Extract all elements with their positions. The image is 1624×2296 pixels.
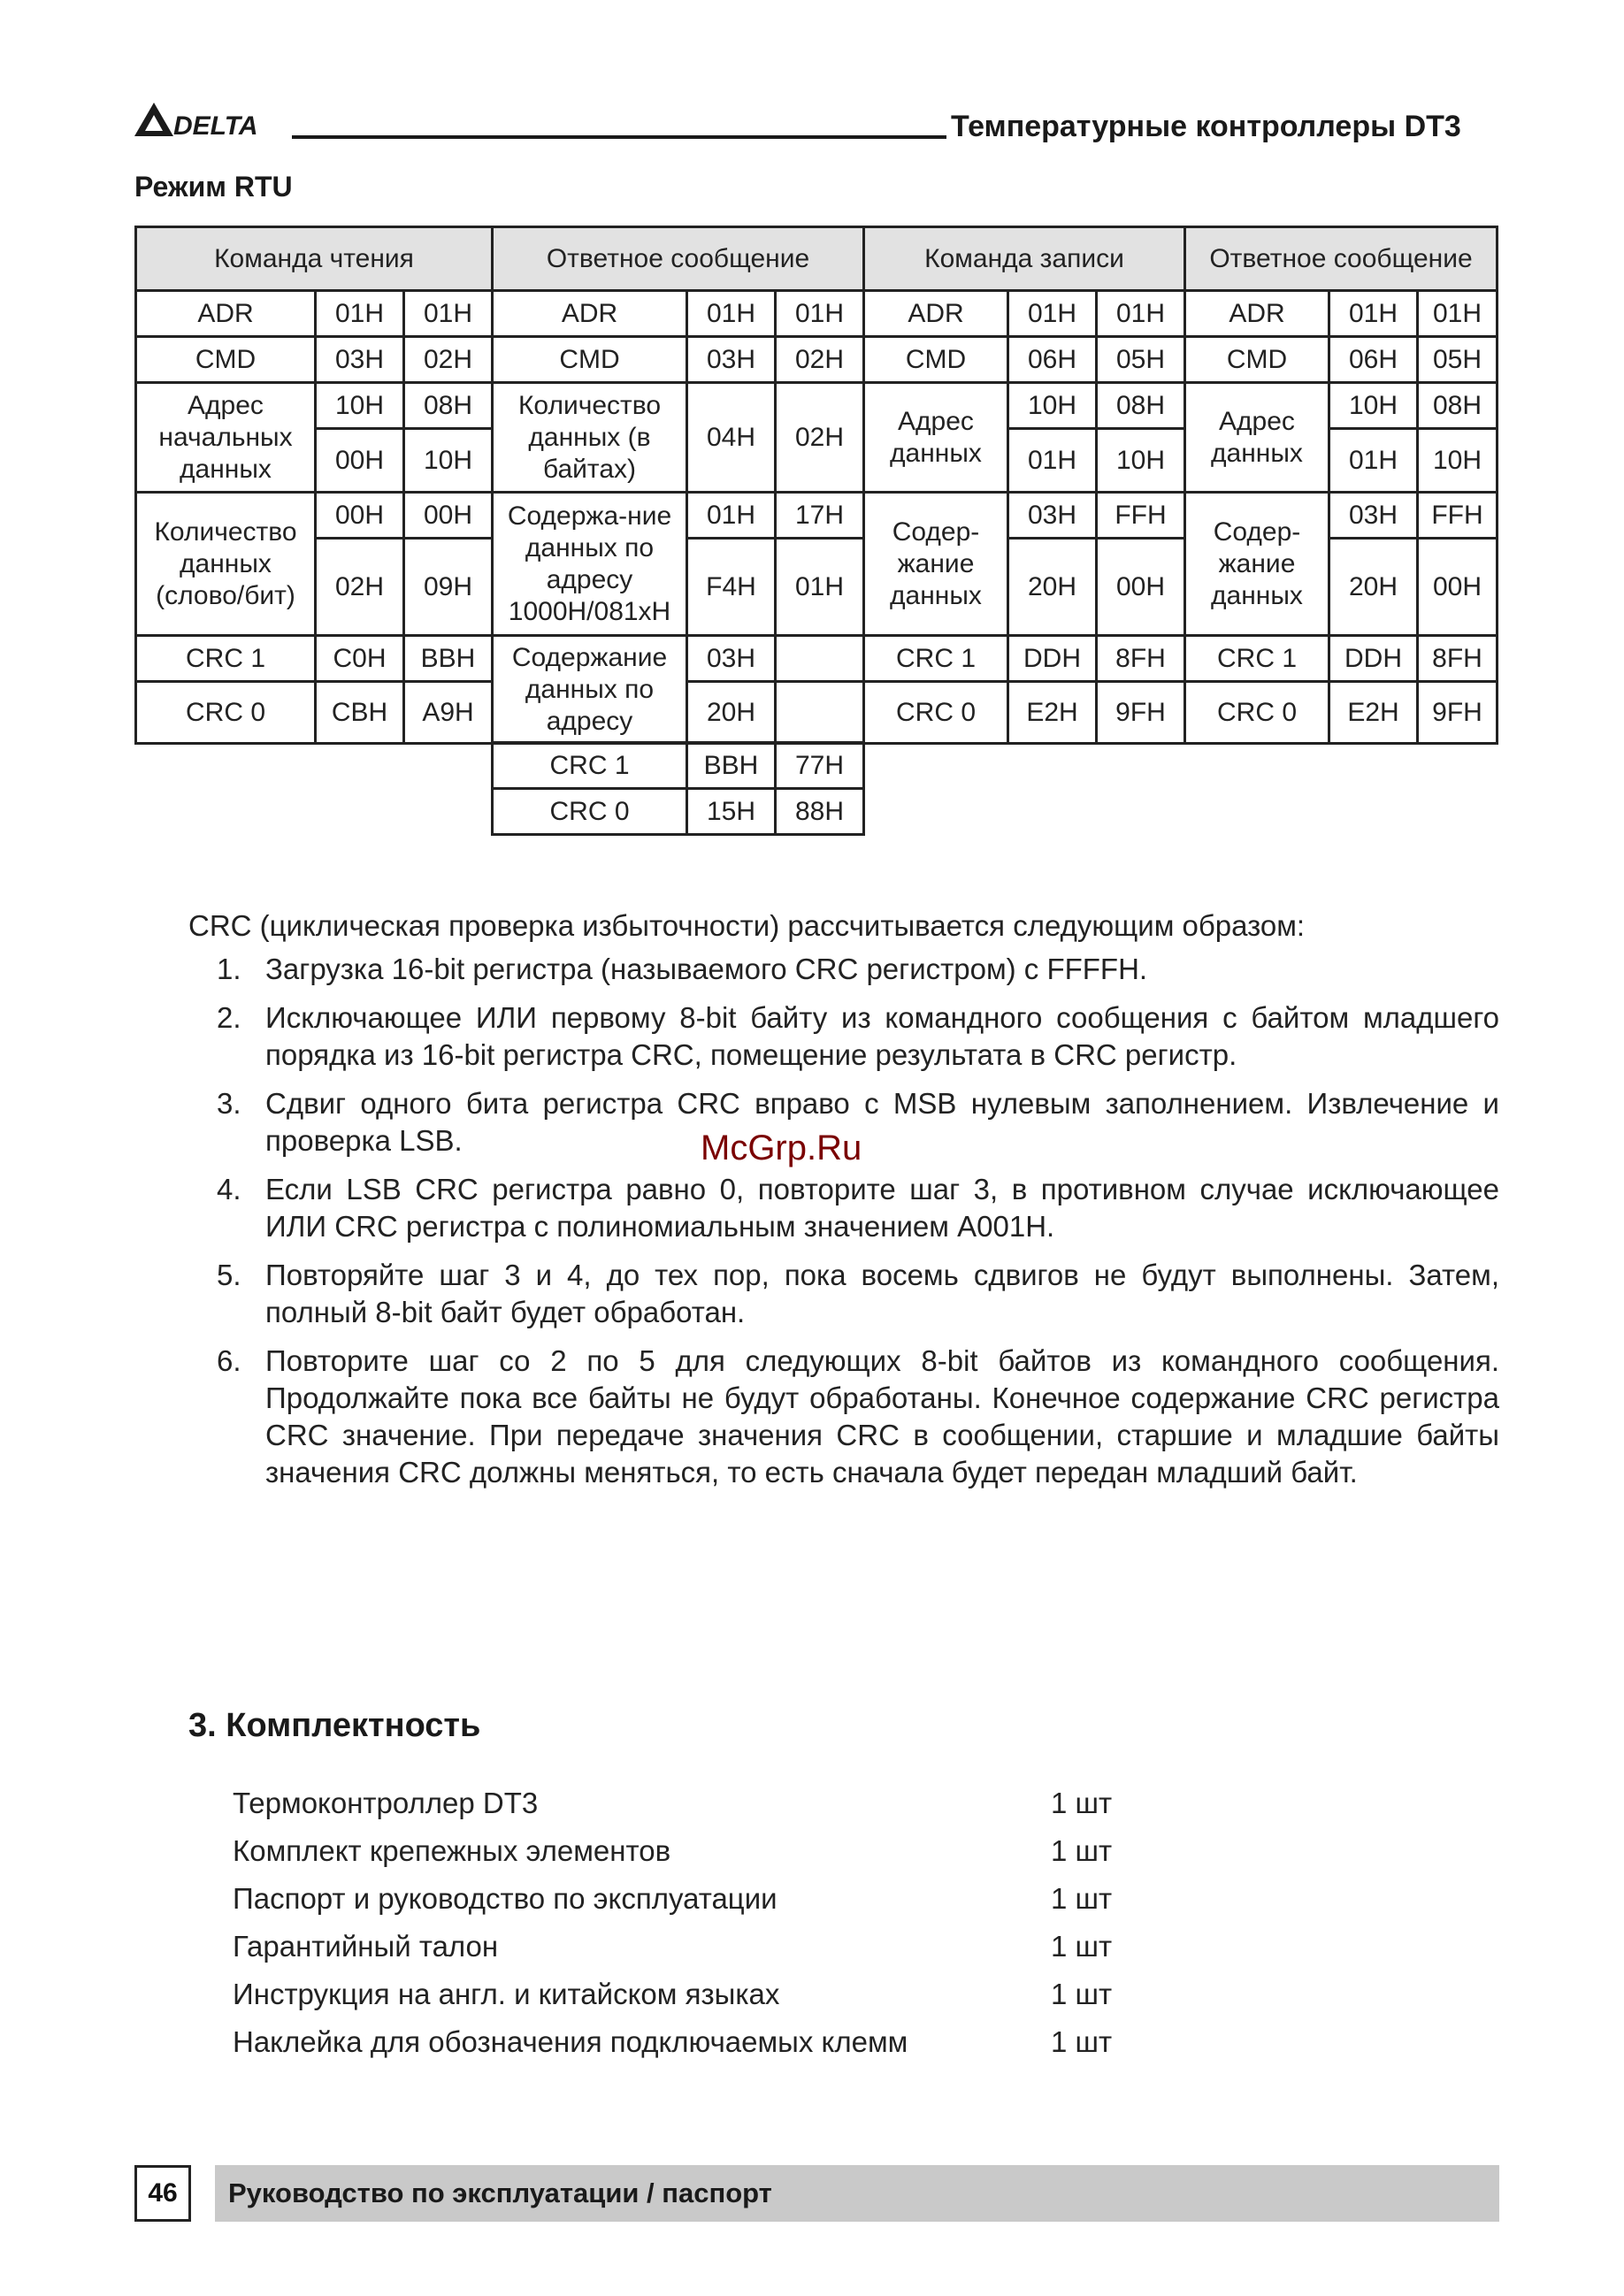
table-cell xyxy=(776,636,864,682)
table-cell: ADR xyxy=(493,291,687,337)
step-number: 1. xyxy=(217,953,241,985)
item-qty: 1 шт xyxy=(1051,1978,1113,2010)
table-cell: 02H xyxy=(776,337,864,383)
table-cell: CBH xyxy=(316,682,404,744)
table-cell: BBH xyxy=(404,636,493,682)
table-cell: 01H xyxy=(1329,429,1418,493)
step-text: Загрузка 16-bit регистра (называемого CRC регистром) с FFFFH. xyxy=(265,953,1148,985)
delta-logo xyxy=(133,97,274,142)
item-qty: 1 шт xyxy=(1051,1834,1113,1867)
table-cell: 9FH xyxy=(1418,682,1498,744)
group-header-write-cmd: Команда записи xyxy=(864,227,1185,291)
table-cell: 00H xyxy=(316,493,404,539)
group-header-read-cmd: Команда чтения xyxy=(136,227,493,291)
table-cell: 01H xyxy=(404,291,493,337)
page-number: 46 xyxy=(134,2165,191,2222)
list-item xyxy=(233,1882,1153,1930)
table-cell: F4H xyxy=(687,539,776,636)
step-number: 5. xyxy=(217,1259,241,1291)
table-cell: 00H xyxy=(316,429,404,493)
step-number: 6. xyxy=(217,1344,241,1377)
table-cell: 01H xyxy=(1418,291,1498,337)
step-number: 2. xyxy=(217,1001,241,1034)
step-text: Повторите шаг со 2 по 5 для следующих 8-bit байтов из командного сообщения. Продолжайте пока все байты не будут обработаны. Конечное содержание CRC регистра CRC значение. При передаче значения CRC в сообщении, старшие и младшие байты значения CRC должны меняться, то есть сначала будет передан младший байт. xyxy=(265,1344,1499,1489)
table-cell: 01H xyxy=(1329,291,1418,337)
table-cell: DDH xyxy=(1329,636,1418,682)
completeness-list xyxy=(233,1787,1153,2073)
table-cell: CRC 1 xyxy=(136,636,316,682)
table-cell: 20H xyxy=(1329,539,1418,636)
list-item xyxy=(217,1171,1499,1245)
table-cell: 08H xyxy=(1097,383,1185,429)
table-cell-label: Адрес данных xyxy=(1185,383,1329,493)
table-cell: BBH xyxy=(687,743,776,789)
table-cell: 15H xyxy=(687,789,776,835)
table-cell: 10H xyxy=(1097,429,1185,493)
table-cell: CRC 1 xyxy=(1185,636,1329,682)
table-cell: 09H xyxy=(404,539,493,636)
table-cell: ADR xyxy=(136,291,316,337)
list-item xyxy=(217,999,1499,1074)
table-cell: 00H xyxy=(1097,539,1185,636)
list-item xyxy=(233,2025,1153,2073)
table-cell: 00H xyxy=(404,493,493,539)
table-cell: 9FH xyxy=(1097,682,1185,744)
step-number: 3. xyxy=(217,1087,241,1120)
group-header-write-resp: Ответное сообщение xyxy=(1185,227,1498,291)
table-cell: CRC 0 xyxy=(136,682,316,744)
table-cell: CMD xyxy=(136,337,316,383)
item-name: Гарантийный талон xyxy=(233,1930,499,1963)
table-cell: CRC 0 xyxy=(493,789,687,835)
list-item xyxy=(217,951,1499,988)
table-cell: E2H xyxy=(1008,682,1097,744)
header-rule xyxy=(292,135,946,139)
table-cell: 08H xyxy=(404,383,493,429)
table-cell: 01H xyxy=(687,493,776,539)
list-item xyxy=(233,1787,1153,1834)
table-cell: C0H xyxy=(316,636,404,682)
section-heading-rtu: Режим RTU xyxy=(134,171,293,203)
table-cell: 01H xyxy=(316,291,404,337)
table-cell: CRC 1 xyxy=(493,743,687,789)
item-qty: 1 шт xyxy=(1051,1787,1113,1819)
rtu-table xyxy=(134,226,1498,745)
group-header-read-resp: Ответное сообщение xyxy=(493,227,864,291)
item-qty: 1 шт xyxy=(1051,2025,1113,2058)
table-cell: 02H xyxy=(776,383,864,493)
table-cell: 02H xyxy=(404,337,493,383)
table-cell-label: Содер-жание данных xyxy=(1185,493,1329,636)
table-cell: ADR xyxy=(1185,291,1329,337)
table-cell: CRC 0 xyxy=(864,682,1008,744)
table-cell: ADR xyxy=(864,291,1008,337)
table-cell: 03H xyxy=(687,337,776,383)
table-cell xyxy=(776,682,864,744)
rtu-table-response-crc xyxy=(491,741,865,836)
table-cell: CMD xyxy=(493,337,687,383)
table-cell: 01H xyxy=(1008,291,1097,337)
table-cell-label: Адрес данных xyxy=(864,383,1008,493)
step-text: Сдвиг одного бита регистра CRC вправо с MSB нулевым заполнением. Извлечение и проверка LSB. xyxy=(265,1087,1499,1157)
table-cell: CRC 0 xyxy=(1185,682,1329,744)
table-cell: CRC 1 xyxy=(864,636,1008,682)
table-cell: 88H xyxy=(776,789,864,835)
table-cell: 01H xyxy=(1008,429,1097,493)
table-cell: A9H xyxy=(404,682,493,744)
table-cell: E2H xyxy=(1329,682,1418,744)
table-cell: 06H xyxy=(1329,337,1418,383)
step-text: Повторяйте шаг 3 и 4, до тех пор, пока восемь сдвигов не будут выполнены. Затем, полный 8-bit байт будет обработан. xyxy=(265,1259,1499,1328)
table-cell-label: Содер-жание данных xyxy=(864,493,1008,636)
completeness-title: 3. Комплектность xyxy=(188,1707,481,1744)
table-cell: 10H xyxy=(404,429,493,493)
table-cell: 06H xyxy=(1008,337,1097,383)
table-cell: 02H xyxy=(316,539,404,636)
list-item xyxy=(233,1834,1153,1882)
table-cell: 01H xyxy=(1097,291,1185,337)
table-cell: CMD xyxy=(864,337,1008,383)
footer-text: Руководство по эксплуатации / паспорт xyxy=(228,2177,772,2208)
watermark: McGrp.Ru xyxy=(701,1129,862,1167)
item-name: Инструкция на англ. и китайском языках xyxy=(233,1978,780,2010)
table-cell: 10H xyxy=(1329,383,1418,429)
table-cell: FFH xyxy=(1418,493,1498,539)
table-cell: 08H xyxy=(1418,383,1498,429)
list-item xyxy=(217,1343,1499,1491)
table-cell-label: Адрес начальных данных xyxy=(136,383,316,493)
delta-logo-text: DELTA xyxy=(173,111,258,141)
step-text: Исключающее ИЛИ первому 8-bit байту из командного сообщения с байтом младшего порядка из 16-bit регистра CRC, помещение результата в CRC регистр. xyxy=(265,1001,1499,1071)
table-cell-label: Количество данных (слово/бит) xyxy=(136,493,316,636)
table-cell: FFH xyxy=(1097,493,1185,539)
table-cell: 20H xyxy=(1008,539,1097,636)
table-cell-label: Содержание данных по адресу xyxy=(493,636,687,744)
item-qty: 1 шт xyxy=(1051,1930,1113,1963)
table-cell-label: Количество данных (в байтах) xyxy=(493,383,687,493)
table-cell: 00H xyxy=(1418,539,1498,636)
table-cell: 10H xyxy=(1008,383,1097,429)
table-cell: 03H xyxy=(316,337,404,383)
table-cell: DDH xyxy=(1008,636,1097,682)
table-cell: 05H xyxy=(1418,337,1498,383)
table-cell: 03H xyxy=(1329,493,1418,539)
step-number: 4. xyxy=(217,1173,241,1205)
item-qty: 1 шт xyxy=(1051,1882,1113,1915)
table-cell: 10H xyxy=(1418,429,1498,493)
table-cell: 04H xyxy=(687,383,776,493)
table-cell-label: Содержа-ние данных по адресу 1000H/081xH xyxy=(493,493,687,636)
crc-intro: CRC (циклическая проверка избыточности) рассчитывается следующим образом: xyxy=(188,909,1306,942)
step-text: Если LSB CRC регистра равно 0, повторите шаг 3, в противном случае исключающее ИЛИ CRC регистра с полиномиальным значением A001H. xyxy=(265,1173,1499,1243)
list-item xyxy=(233,1978,1153,2025)
table-cell: 01H xyxy=(776,539,864,636)
table-cell: 17H xyxy=(776,493,864,539)
header-title: Температурные контроллеры DT3 xyxy=(951,110,1461,143)
table-cell: 05H xyxy=(1097,337,1185,383)
crc-steps-list xyxy=(217,951,1499,1503)
list-item xyxy=(233,1930,1153,1978)
table-cell: 20H xyxy=(687,682,776,744)
table-cell: 10H xyxy=(316,383,404,429)
table-cell: 01H xyxy=(687,291,776,337)
table-cell: 03H xyxy=(1008,493,1097,539)
table-cell: 03H xyxy=(687,636,776,682)
table-cell: CMD xyxy=(1185,337,1329,383)
item-name: Комплект крепежных элементов xyxy=(233,1834,671,1867)
table-cell: 8FH xyxy=(1097,636,1185,682)
list-item xyxy=(217,1257,1499,1331)
item-name: Паспорт и руководство по эксплуатации xyxy=(233,1882,778,1915)
table-cell: 77H xyxy=(776,743,864,789)
table-cell: 8FH xyxy=(1418,636,1498,682)
table-cell: 01H xyxy=(776,291,864,337)
item-name: Наклейка для обозначения подключаемых клемм xyxy=(233,2025,908,2058)
item-name: Термоконтроллер DT3 xyxy=(233,1787,539,1819)
